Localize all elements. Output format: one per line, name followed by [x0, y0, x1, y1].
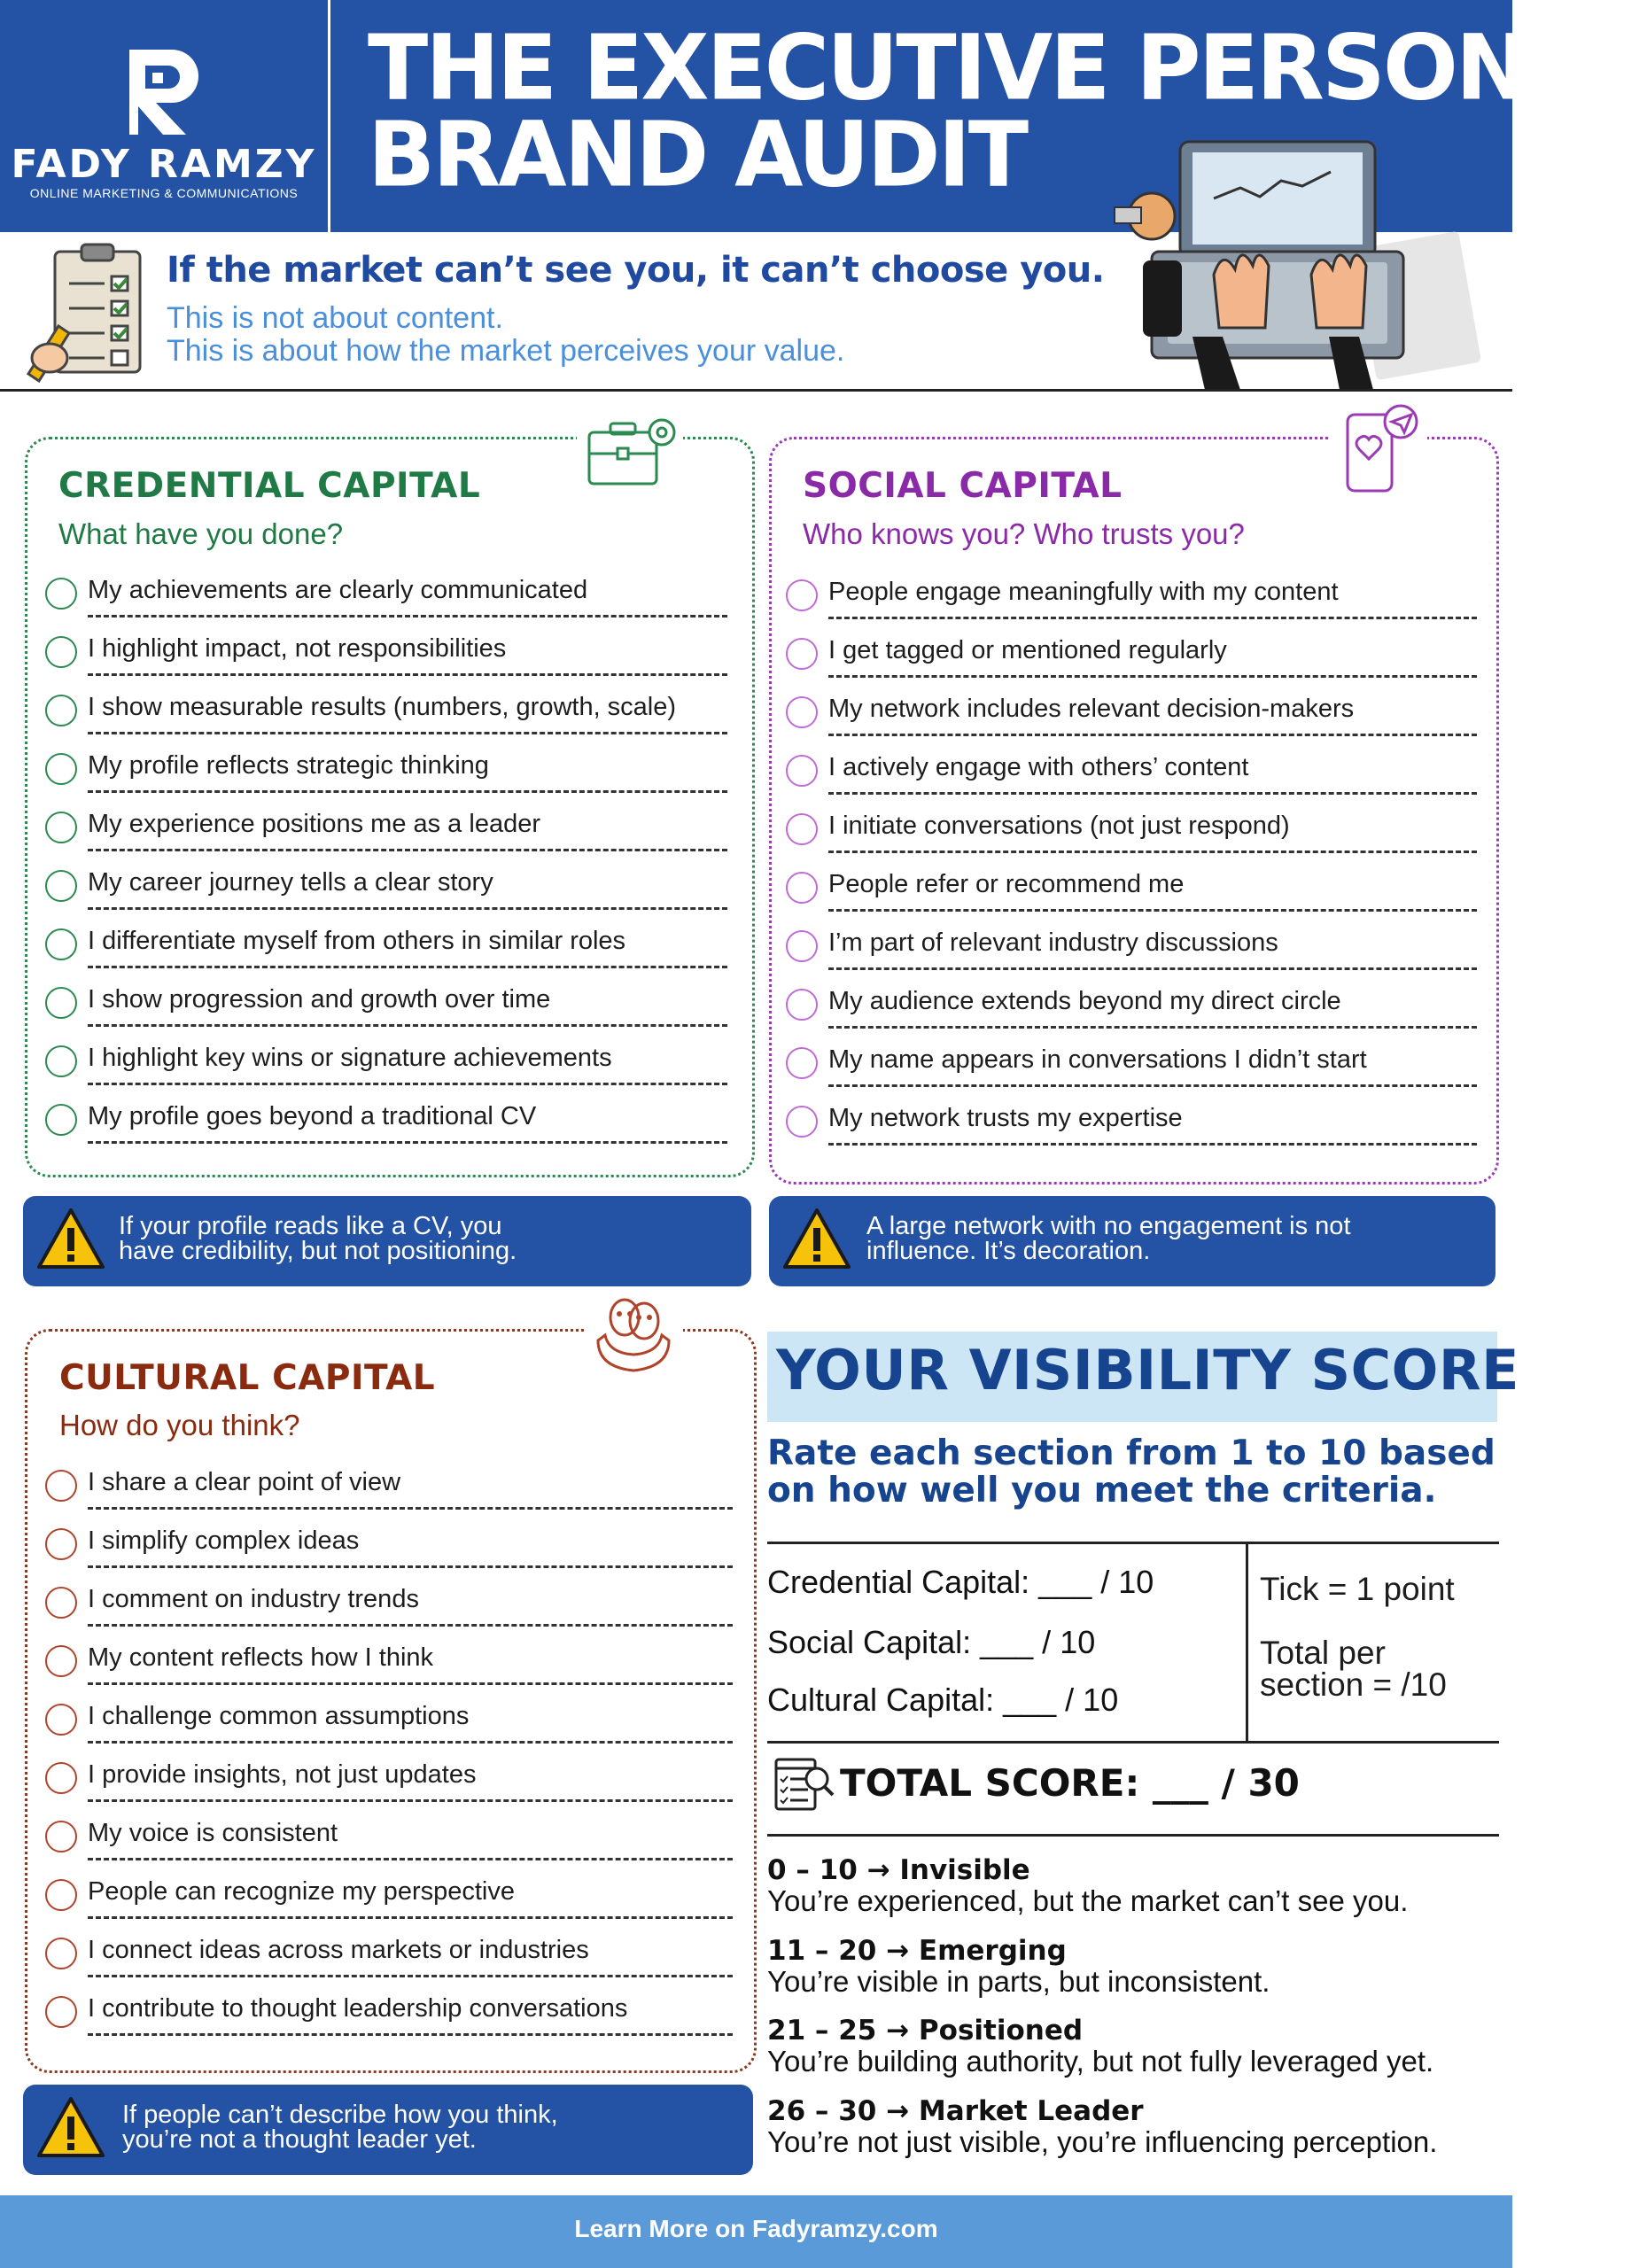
credential-title: CREDENTIAL CAPITAL	[58, 466, 481, 506]
checkbox[interactable]	[45, 1821, 77, 1852]
item-label: My content reflects how I think	[88, 1643, 434, 1672]
checklist-item	[786, 1040, 1477, 1099]
credential-score-row: Credential Capital: ___ / 10	[767, 1564, 1154, 1600]
checklist-item	[45, 629, 727, 687]
warning-line: If people can’t describe how you think,	[122, 2101, 558, 2129]
item-label: My profile reflects strategic thinking	[88, 751, 489, 780]
warning-icon	[35, 2093, 106, 2161]
answer-line	[88, 1975, 733, 1977]
warning-line: influence. It’s decoration.	[866, 1237, 1151, 1265]
answer-line	[828, 1026, 1477, 1029]
answer-line	[828, 675, 1477, 678]
credential-subtitle: What have you done?	[58, 517, 344, 550]
score-range	[767, 2015, 1433, 2078]
credential-capital-panel	[25, 437, 755, 1177]
item-label: People can recognize my perspective	[88, 1877, 515, 1906]
range-description: You’re visible in parts, but inconsistent.	[767, 1965, 1270, 1998]
checkbox[interactable]	[45, 928, 77, 960]
item-label: I provide insights, not just updates	[88, 1760, 477, 1789]
score-range	[767, 2095, 1437, 2159]
checklist-item	[786, 923, 1477, 982]
checkbox[interactable]	[45, 1045, 77, 1077]
answer-line	[88, 1916, 733, 1919]
item-label: I differentiate myself from others in similar roles	[88, 927, 626, 955]
intro-divider	[0, 389, 1512, 392]
total-score: TOTAL SCORE: ___ / 30	[840, 1761, 1300, 1805]
cultural-title: CULTURAL CAPITAL	[59, 1358, 436, 1398]
answer-line	[88, 1624, 733, 1627]
checklist-item	[786, 689, 1477, 748]
item-label: My voice is consistent	[88, 1819, 338, 1847]
item-label: My profile goes beyond a traditional CV	[88, 1102, 537, 1130]
answer-line	[88, 1741, 733, 1744]
checkbox[interactable]	[45, 1762, 77, 1794]
item-label: I’m part of relevant industry discussions	[828, 928, 1278, 957]
social-subtitle: Who knows you? Who trusts you?	[803, 517, 1245, 550]
range-label: 21 – 25 → Positioned	[767, 2015, 1084, 2047]
warning-icon	[35, 1205, 106, 1272]
warning-line: A large network with no engagement is not	[866, 1212, 1351, 1240]
checkbox[interactable]	[45, 1470, 77, 1502]
range-label: 26 – 30 → Market Leader	[767, 2095, 1144, 2127]
answer-line	[88, 849, 727, 851]
range-description: You’re experienced, but the market can’t see you.	[767, 1884, 1409, 1917]
checklist-item	[786, 865, 1477, 923]
item-label: My experience positions me as a leader	[88, 810, 540, 838]
item-label: My career journey tells a clear story	[88, 868, 493, 897]
answer-line	[88, 790, 727, 793]
item-label: I highlight key wins or signature achievements	[88, 1044, 612, 1072]
warning-line: have credibility, but not positioning.	[119, 1237, 517, 1265]
item-label: I show measurable results (numbers, growth, scale)	[88, 693, 677, 721]
answer-line	[828, 734, 1477, 736]
brand-logo-icon	[117, 43, 206, 140]
checklist-item	[786, 748, 1477, 806]
checkbox[interactable]	[45, 1879, 77, 1911]
answer-line	[828, 909, 1477, 912]
checkbox[interactable]	[786, 755, 818, 787]
answer-line	[88, 1083, 727, 1085]
social-score-row: Social Capital: ___ / 10	[767, 1624, 1096, 1660]
credential-warning-banner	[23, 1196, 751, 1286]
credential-checklist	[45, 571, 727, 1155]
item-label: I get tagged or mentioned regularly	[828, 636, 1227, 664]
title-line-1: THE EXECUTIVE PERSONAL	[368, 14, 1647, 121]
score-divider	[767, 1741, 1499, 1744]
briefcase-gear-icon	[577, 413, 683, 493]
checkbox[interactable]	[45, 1587, 77, 1619]
answer-line	[828, 792, 1477, 795]
checklist-item	[786, 806, 1477, 865]
intro-headline: If the market can’t see you, it can’t choose you.	[167, 250, 1105, 291]
checkbox[interactable]	[786, 1047, 818, 1079]
item-label: I actively engage with others’ content	[828, 753, 1249, 781]
answer-line	[88, 732, 727, 734]
checkbox[interactable]	[786, 579, 818, 611]
checklist-item	[786, 1099, 1477, 1157]
item-label: My audience extends beyond my direct circle	[828, 987, 1341, 1015]
checkbox[interactable]	[786, 638, 818, 670]
tick-rule: Tick = 1 point	[1260, 1571, 1455, 1607]
footer-link[interactable]: Learn More on Fadyramzy.com	[574, 2215, 938, 2242]
item-label: My network includes relevant decision-makers	[828, 695, 1355, 723]
score-range	[767, 1854, 1408, 1918]
warning-text	[122, 2102, 558, 2152]
checklist-item	[45, 980, 727, 1038]
checklist-item	[45, 863, 727, 921]
checkbox[interactable]	[45, 987, 77, 1019]
answer-line	[88, 673, 727, 676]
score-title: YOUR VISIBILITY SCORE	[776, 1338, 1519, 1402]
checkbox[interactable]	[45, 578, 77, 610]
checkbox[interactable]	[45, 1104, 77, 1136]
checkbox[interactable]	[45, 1645, 77, 1677]
checkbox[interactable]	[45, 1704, 77, 1736]
warning-line: you’re not a thought leader yet.	[122, 2125, 477, 2154]
item-label: People engage meaningfully with my content	[828, 578, 1339, 606]
answer-line	[88, 615, 727, 617]
answer-line	[828, 1084, 1477, 1087]
intro-line-2: This is about how the market perceives your value.	[167, 334, 845, 368]
answer-line	[88, 1024, 727, 1027]
total-per-section: Total per section = /10	[1260, 1635, 1447, 1703]
checkbox[interactable]	[45, 636, 77, 668]
laptop-typing-illustration	[1107, 142, 1497, 390]
cultural-checklist	[45, 1463, 733, 2047]
checkbox[interactable]	[45, 1996, 77, 2028]
range-description: You’re building authority, but not fully leveraged yet.	[767, 2045, 1434, 2078]
cultural-capital-panel	[25, 1329, 757, 2073]
social-title: SOCIAL CAPITAL	[803, 466, 1123, 506]
brand-name: FADY RAMZY	[11, 142, 317, 187]
warning-icon	[781, 1205, 852, 1272]
checklist-item	[45, 1638, 733, 1697]
header-divider	[328, 0, 330, 232]
answer-line	[88, 907, 727, 910]
checklist-item	[45, 1814, 733, 1872]
answer-line	[88, 1507, 733, 1510]
item-label: My network trusts my expertise	[828, 1104, 1183, 1132]
clipboard-checklist-icon	[23, 241, 147, 383]
warning-text	[866, 1214, 1351, 1263]
item-label: I share a clear point of view	[88, 1468, 401, 1496]
item-label: I comment on industry trends	[88, 1585, 419, 1613]
item-label: People refer or recommend me	[828, 870, 1185, 898]
cultural-warning-banner	[23, 2085, 753, 2175]
checklist-item	[45, 1521, 733, 1580]
title-line-2: BRAND AUDIT	[368, 101, 1027, 208]
answer-line	[88, 1565, 733, 1568]
phone-chat-icon	[1330, 402, 1427, 500]
answer-line	[88, 1682, 733, 1685]
social-checklist	[786, 572, 1477, 1157]
checkbox[interactable]	[786, 696, 818, 728]
checklist-item	[45, 1580, 733, 1638]
answer-line	[88, 966, 727, 968]
checkbox[interactable]	[45, 870, 77, 902]
checkbox[interactable]	[786, 813, 818, 845]
hands-masks-icon	[586, 1291, 683, 1379]
checkbox[interactable]	[45, 1528, 77, 1560]
checklist-item	[45, 1989, 733, 2047]
item-label: I simplify complex ideas	[88, 1526, 360, 1555]
score-divider	[767, 1834, 1499, 1837]
warning-line: If your profile reads like a CV, you	[119, 1212, 502, 1240]
item-label: I initiate conversations (not just respond)	[828, 812, 1290, 840]
cultural-subtitle: How do you think?	[59, 1409, 300, 1441]
social-capital-panel	[769, 437, 1499, 1184]
checklist-item	[45, 804, 727, 863]
score-range	[767, 1935, 1270, 1999]
checklist-item	[786, 982, 1477, 1040]
item-label: I contribute to thought leadership conversations	[88, 1994, 628, 2023]
checkbox[interactable]	[786, 1106, 818, 1138]
answer-line	[88, 2033, 733, 2036]
answer-line	[88, 1799, 733, 1802]
range-description: You’re not just visible, you’re influencing perception.	[767, 2125, 1438, 2158]
checkbox[interactable]	[786, 872, 818, 904]
checkbox[interactable]	[786, 930, 818, 962]
cultural-score-row: Cultural Capital: ___ / 10	[767, 1682, 1119, 1718]
score-instruction: Rate each section from 1 to 10 based on how well you meet the criteria.	[767, 1433, 1496, 1511]
item-label: My name appears in conversations I didn’t start	[828, 1045, 1367, 1074]
answer-line	[828, 967, 1477, 970]
item-label: I show progression and growth over time	[88, 985, 551, 1014]
checklist-item	[45, 1463, 733, 1521]
checklist-magnifier-icon	[773, 1752, 835, 1814]
item-label: I challenge common assumptions	[88, 1702, 470, 1730]
checklist-item	[45, 1697, 733, 1755]
score-divider	[767, 1542, 1499, 1544]
checklist-item	[45, 921, 727, 980]
item-label: My achievements are clearly communicated	[88, 576, 588, 604]
answer-line	[88, 1858, 733, 1860]
warning-text	[119, 1214, 517, 1263]
item-label: I connect ideas across markets or industries	[88, 1936, 589, 1964]
checklist-item	[45, 1097, 727, 1155]
checkbox[interactable]	[786, 989, 818, 1021]
item-label: I highlight impact, not responsibilities	[88, 634, 507, 663]
answer-line	[828, 850, 1477, 853]
brand-tagline: ONLINE MARKETING & COMMUNICATIONS	[29, 186, 299, 200]
answer-line	[88, 1141, 727, 1144]
checkbox[interactable]	[45, 1938, 77, 1969]
checkbox[interactable]	[45, 695, 77, 726]
checklist-item	[45, 1872, 733, 1930]
score-column-divider	[1246, 1544, 1248, 1741]
range-label: 11 – 20 → Emerging	[767, 1935, 1067, 1967]
checklist-item	[45, 687, 727, 746]
checklist-item	[786, 631, 1477, 689]
checkbox[interactable]	[45, 812, 77, 843]
checkbox[interactable]	[45, 753, 77, 785]
checklist-item	[45, 746, 727, 804]
checklist-item	[45, 571, 727, 629]
intro-line-1: This is not about content.	[167, 301, 503, 335]
checklist-item	[45, 1930, 733, 1989]
range-label: 0 – 10 → Invisible	[767, 1854, 1030, 1886]
checklist-item	[45, 1038, 727, 1097]
checklist-item	[45, 1755, 733, 1814]
social-warning-banner	[769, 1196, 1496, 1286]
checklist-item	[786, 572, 1477, 631]
answer-line	[828, 1143, 1477, 1146]
answer-line	[828, 617, 1477, 619]
